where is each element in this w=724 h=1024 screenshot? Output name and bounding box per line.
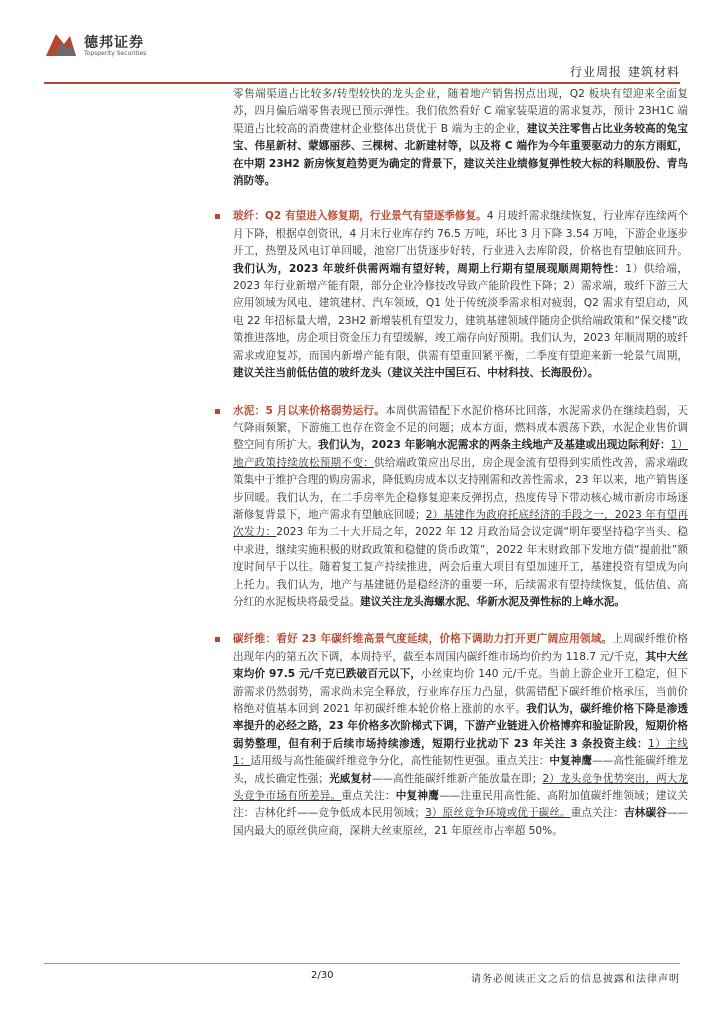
- brand-name-en: Topsperity Securities: [84, 50, 147, 57]
- legal-disclaimer: 请务必阅读正文之后的信息披露和法律声明: [471, 974, 680, 985]
- company-jilin-tangu: 吉林碳谷: [624, 807, 667, 820]
- glass-paragraph: [233, 208, 688, 382]
- section-cement: [233, 403, 688, 612]
- logo-mark-icon: [44, 30, 78, 60]
- company-zhongfu-1: 中复神鹰: [549, 755, 593, 768]
- cement-text-2: 供给端政策应出尽出，房企现金流有望得到实质性改善，需求端政策集中于维护合理的购房需求，降低购房成本以支持刚需和改善性需求，23 年以来，地产销售逐步回暖。我们认为，在二手房率先企稳修复迎来反弹拐点，热度传导下带动核心城市新房市场逐渐修复背景下，地产需求有望触底回暖；: [233, 456, 689, 521]
- header-divider: [44, 82, 680, 84]
- report-sector: 建筑材料: [627, 65, 680, 79]
- cement-paragraph: [233, 403, 688, 612]
- carbon-text-3: 适用级与高性能碳纤维竞争分化，高性能韧性更强。重点关注：: [250, 755, 550, 768]
- cement-point-2: 2）基建作为政府托底经济的手段之一，2023 年有望再次发力：: [233, 508, 688, 539]
- bullet-icon: [215, 214, 220, 219]
- section-title-carbon: 碳纤维：看好 23 年碳纤维高景气度延续，价格下调助力打开更广阔应用领域。: [233, 633, 613, 646]
- cement-recommendation: 建议关注龙头海螺水泥、华新水泥及弹性标的上峰水泥。: [360, 595, 625, 608]
- glass-text-1: 4 月玻纤需求继续恢复，行业库存连续两个月下降，根据卓创资讯，4 月末行业库存约 76.5 万吨，环比 3 月下降 3.54 万吨，下游企业逐步开工，热塑及风电订单回暖，池窑厂出货逐步好转，行业进入去库阶段，价格也有望触底回升。: [233, 210, 689, 258]
- carbon-price-note: 其中大丝束均价 97.5 元/千克已跌破百元以下，: [233, 650, 688, 681]
- cement-text-3: 2023 年为二十大开局之年，2022 年 12 月政治局会议定调“明年要坚持稳字当头、稳中求进，继续实施积极的财政政策和稳健的货币政策”，2022 年末财政部下发地方债“提前批”额度时间早于以往。随着复工复产持续推进，两会后重大项目有望加速开工，基建投资有望成为向上托力。我们认为，地产与基建链仍是稳经济的重要一环，后续需求有望持续恢复，低估值、高分红的水泥板块将最受益。: [233, 526, 688, 608]
- report-type: 行业周报: [569, 65, 622, 79]
- glass-recommendation: 建议关注当前低估值的玻纤龙头（建议关注中国巨石、中材科技、长海股份）。: [233, 367, 599, 380]
- section-title-cement: 水泥：5 月以来价格弱势运行。: [233, 404, 386, 417]
- brand-name-cn: 德邦证券: [84, 35, 144, 51]
- bullet-icon: [215, 409, 220, 414]
- company-zhongfu-2: 中复神鹰: [395, 790, 440, 803]
- carbon-text-2: 小丝束均价 140 元/千克。当前上游企业开工稳定，但下游需求仍然弱势，需求尚未完全释放，行业库存压力凸显，供需错配下碳纤维价格承压，当前价格绝对值基本回到 2021 年初碳纤维本轮价格上涨前的水平。: [233, 668, 688, 715]
- cement-text-1: 本周供需错配下水泥价格环比回落，水泥需求仍在继续趋弱，天气降雨频繁，下游施工也存在资金不足的问题；成本方面，燃料成本震荡下跌，水泥企业售价调整空间有所扩大。: [233, 404, 689, 452]
- carbon-text-9: ——国内最大的原丝供应商，深耕大丝束原丝，21 年原丝市占率超 50%。: [233, 807, 689, 837]
- carbon-text-4: ——高性能碳纤维龙头，成长确定性强；: [233, 755, 689, 785]
- cement-point-1: 1）地产政策持续放松预期不变：: [233, 439, 689, 469]
- company-logo: [44, 28, 164, 64]
- section-title-glass: 玻纤：Q2 有望进入修复期，行业景气有望逐季修复。: [233, 210, 487, 223]
- carbon-text-6: 重点关注：: [341, 790, 396, 803]
- footer-divider: [44, 963, 680, 964]
- carbon-paragraph: [233, 631, 688, 840]
- glass-view: 我们认为，2023 年玻纤供需两端有望好转，周期上行期有望展现顺周期特性：: [233, 262, 626, 275]
- page-number: 2/30: [311, 970, 334, 981]
- intro-text: 零售端渠道占比较多/转型较快的龙头企业，随着地产销售拐点出现，Q2 板块有望迎来全面复苏，四月偏后端零售表现已预示弹性。我们依然看好 C 端家装渠道的需求复苏，预计 23H1C 端渠道占比较高的消费建材企业整体出货优于 B 端为主的企业，: [233, 88, 688, 135]
- carbon-text-1: 上周碳纤维价格出现年内的第五次下调，本周持平，截至本周国内碳纤维市场均价约为 118.7 元/千克，: [233, 633, 688, 663]
- section-glass-fiber: [233, 208, 688, 382]
- carbon-line-3: 3）原丝竞争环境或优于碳丝。: [425, 807, 571, 820]
- carbon-line-2: 2）龙头竞争优势突出，两大龙头竞争市场有所差异。: [233, 772, 689, 803]
- carbon-text-7: ——注重民用高性能、高附加值碳纤维领域；建议关注：吉林化纤——竞争低成本民用领域；: [233, 790, 689, 820]
- section-carbon-fiber: [233, 631, 688, 840]
- report-body: [233, 86, 688, 840]
- intro-recommendation: 建议关注零售占比业务较高的兔宝宝、伟星新材、蒙娜丽莎、三棵树、北新建材等，以及将 C 端作为今年重要驱动力的东方雨虹，在中期 23H2 新房恢复趋势更为确定的背景下，建议关注业绩修复弹性较大标的科顺股份、青鸟消防等。: [233, 122, 688, 188]
- bullet-icon: [215, 637, 220, 642]
- carbon-text-5: ——高性能碳纤维新产能放量在即；: [371, 772, 543, 785]
- carbon-view: 我们认为，碳纤维价格下降是渗透率提升的必经之路，23 年价格多次阶梯式下调，下游产业链进入价格博弈和验证阶段，短期价格弱势整理，但有利于后续市场持续渗透，短期行业扰动下 23 年关注 3 条投资主线：: [233, 703, 688, 750]
- carbon-text-8: 重点关注：: [570, 807, 625, 820]
- cement-view: 我们认为，2023 年影响水泥需求的两条主线地产及基建或出现边际利好：: [318, 439, 671, 452]
- intro-paragraph: [233, 86, 688, 190]
- glass-text-2: 1）供给端，2023 年行业新增产能有限，部分企业冷修技改导致产能阶段性下降；2）需求端，玻纤下游三大应用领域为风电、建筑建材、汽车领域，Q1 处于传统淡季需求相对疲弱，Q2 需求有望启动，风电 22 年招标量大增，23H2 新增装机有望发力，建筑基建领域伴随房企供给端政策和“保交楼”政策推进落地，房企项目资金压力有望缓解，竣工端存向好预期。我们认为，2023 年顺周期的玻纤需求或迎复苏，而国内新增产能有限，供需有望重回紧平衡，二季度有望迎来新一轮景气周期，: [233, 262, 688, 362]
- report-category: [564, 63, 680, 80]
- carbon-line-1: 1）主线 1：: [233, 737, 688, 768]
- company-guangwei: 光威复材: [329, 772, 372, 785]
